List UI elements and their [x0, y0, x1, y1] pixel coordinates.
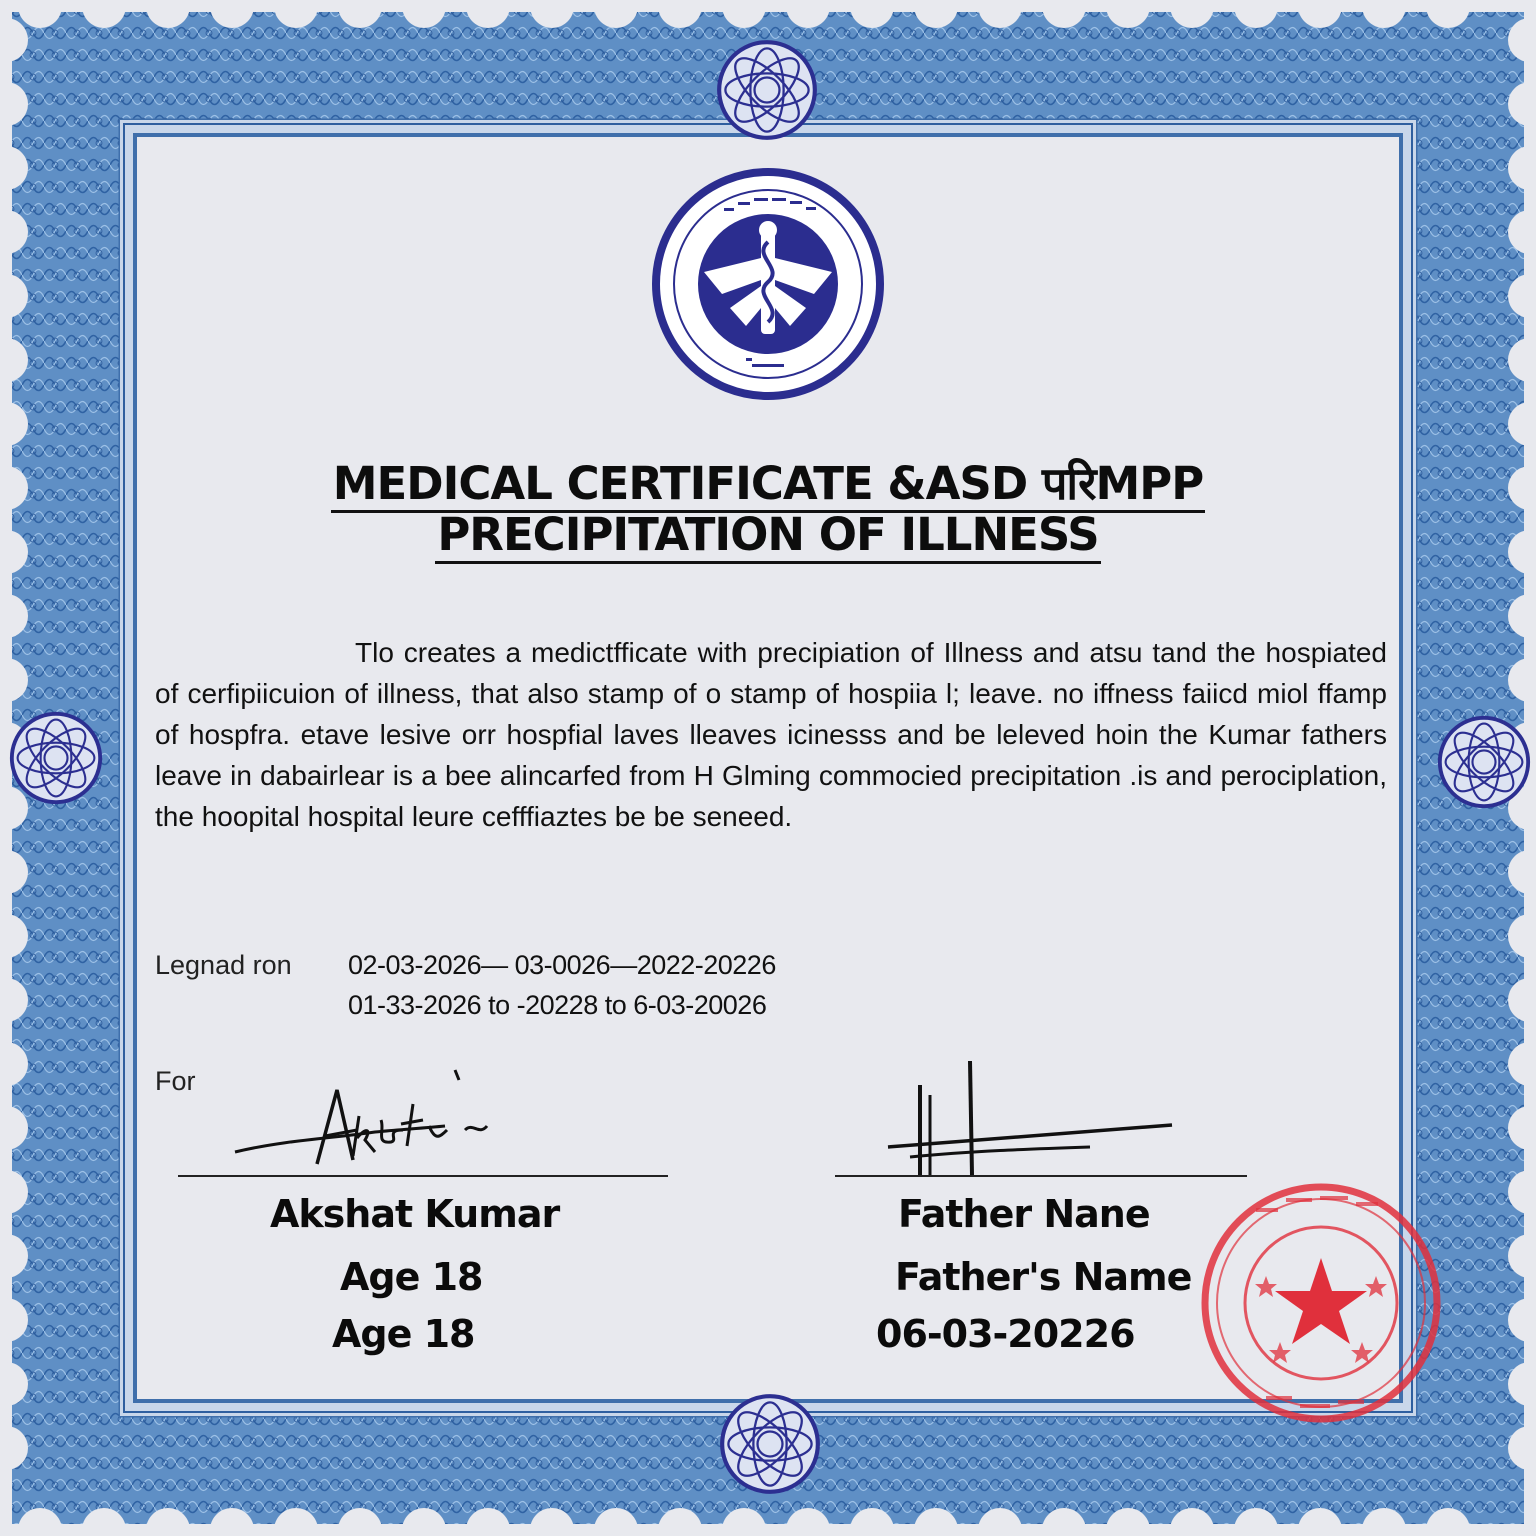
student-age-repeat: Age 18 — [332, 1312, 475, 1356]
student-name: Akshat Kumar — [270, 1192, 560, 1236]
father-signature-icon — [880, 1055, 1180, 1180]
for-label: For — [155, 1066, 196, 1096]
period-label: Legnad ron — [155, 950, 292, 980]
student-signature-icon — [225, 1060, 505, 1180]
medical-emblem-icon — [652, 168, 884, 400]
period-line-2: 01-33-2026 to -20228 to 6-03-20026 — [348, 990, 767, 1020]
student-age: Age 18 — [340, 1255, 483, 1299]
certificate-date: 06-03-20226 — [876, 1312, 1135, 1356]
rosette-right-icon — [1436, 714, 1532, 810]
red-star-stamp-icon — [1196, 1178, 1446, 1428]
certificate-title-line-2: PRECIPITATION OF ILLNESS — [0, 508, 1536, 561]
father-signature-line — [835, 1175, 1247, 1177]
father-name-label: Father's Name — [895, 1255, 1192, 1299]
rosette-top-icon — [715, 38, 819, 142]
certificate-title-line-1: MEDICAL CERTIFICATE &ASD परिMPP — [0, 452, 1536, 513]
period-line-1: 02-03-2026— 03-0026—2022-20226 — [348, 950, 776, 980]
father-name: Father Nane — [898, 1192, 1150, 1236]
student-signature-line — [178, 1175, 668, 1177]
rosette-left-icon — [8, 710, 104, 806]
certificate-body-text: Tlo creates a medictfficate with precipiation of Illness and atsu tand the hospiated of cerfipiicuion of illness, that also stamp of o stamp of hospiia l; leave. no iffness faiicd miol ffamp of hospfra. etave lesive orr hospfial laves lleaves icinesss and be leleved hoin the Kumar fathers leave in dabairlear is a bee alincarfed from H Glming commocied precipitation .is and perociplation, the hoopital hospital leure cefffiaztes be be seneed. — [155, 637, 1387, 832]
rosette-bottom-icon — [718, 1392, 822, 1496]
